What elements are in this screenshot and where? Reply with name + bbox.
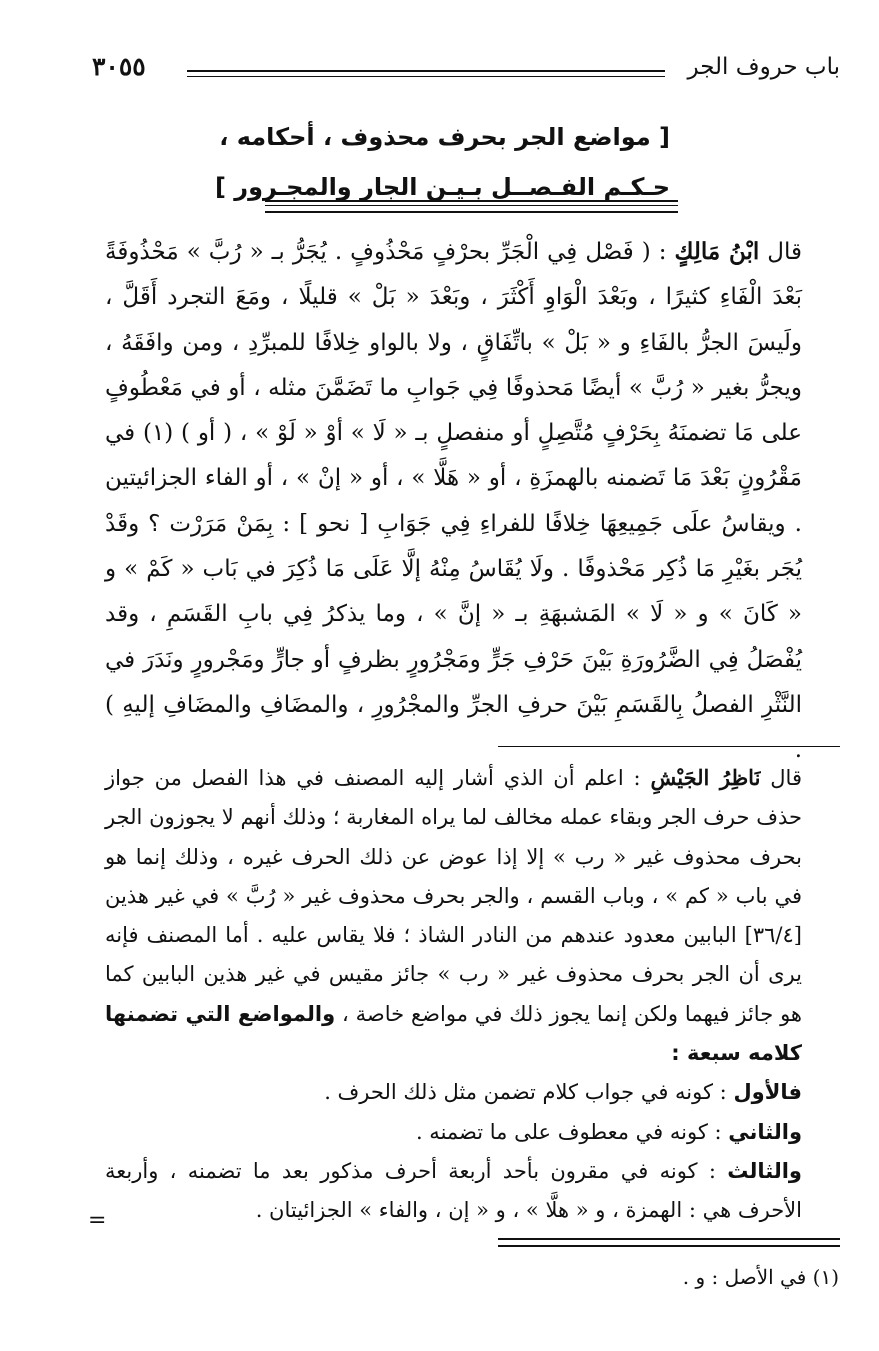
chapter-title: باب حروف الجر [687, 54, 840, 80]
sharh-item [105, 1113, 840, 1152]
matn-body: : ( فَصْل فِي الْجَرِّ بحرْفٍ مَحْذُوفٍ . يُجَرُّ بـ « رُبَّ » مَحْذُوفَةً بَعْدَ الْفَاءِ كثيرًا ، وبَعْدَ الْوَاوِ أَكْثَرَ ، وبَعْدَ « بَلْ » قليلًا ، ومَعَ التجرد أَقَلَّ ، ولَيسَ الجرُّ بالفَاءِ و « بَلْ » باتِّفَاقٍ ، ولا بالواو خِلافًا للمبرِّدِ ، ومن وافَقَهُ ، ويجرُّ بغير « رُبَّ » أيضًا مَحذوفًا فِي جَوابِ ما تَضَمَّنَ مثله ، أو في مَعْطُوفٍ على مَا تضمنَهُ بِحَرْفٍ مُتَّصِلٍ أو منفصلٍ بـ « لَا » أوْ « لَوْ » ، ( أو ) (١) في مَقْرُونٍ بَعْدَ مَا تَضمنه بالهمزَةِ ، أو « هَلَّا » ، أو « إنْ » ، أو الفاء الجزائيتين . ويقاسُ علَى جَمِيعِهَا خِلافًا للفراءِ فِي جَوَابِ [ نحو ] : بِمَنْ مَرَرْت ؟ وقَدْ يُجَر بغَيْرِ مَا ذُكِر مَحْذوفًا . ولَا يُقَاسُ مِنْهُ إلَّا عَلَى مَا ذُكِرَ في بَاب « كَمْ » و « كَانَ » و « لَا » المَشبهَةِ بـ « إنَّ » ، وما يذكرُ فِي بابِ القَسَمِ ، وقد يُفْصَلُ فِي الضَّرُورَةِ بَيْنَ حَرْفِ جَرٍّ ومَجْرُورٍ بظرفٍ أو جارٍّ ومَجْرورٍ ونَدَرَ في النَّثْرِ الفصلُ بِالقَسَمِ بَيْنَ حرفِ الجرِّ والمجْرُورِ ، والمضَافِ والمضَافِ إليهِ ) . [105, 239, 803, 764]
heading-line-2: حـكـم الفـصــل بـيـن الجار والمجـرور ] [214, 173, 670, 201]
item-label: والثاني [728, 1119, 802, 1144]
sharh-text [105, 758, 840, 1231]
sharh-body-bold: والمواضع التي تضمنها كلامه سبعة : [105, 1001, 802, 1066]
matn-paragraph [105, 229, 840, 774]
item-label: والثالث [727, 1158, 802, 1183]
item-label: فالأول [733, 1080, 802, 1105]
matn-intro: قال [767, 239, 802, 265]
page-number: ٣٠٥٥ [92, 52, 146, 81]
continuation-mark: = [88, 1208, 107, 1233]
matn-author: ابْنُ مَالِكٍ [674, 238, 760, 265]
matn-text [105, 229, 840, 774]
heading-line-1: [ مواضع الجر بحرف محذوف ، أحكامه ، [219, 123, 670, 151]
sharh-item [105, 1073, 840, 1112]
sharh-intro: قال [770, 766, 802, 790]
section-heading [214, 112, 670, 212]
header-rule [187, 70, 665, 77]
footnote-rule [498, 1238, 840, 1247]
sharh-item [105, 1152, 840, 1231]
item-text: : كونه في جواب كلام تضمن مثل ذلك الحرف . [324, 1080, 727, 1105]
item-text: : كونه في مقرون بأحد أربعة أحرف مذكور بعد ما تضمنه ، وأربعة الأحرف هي : الهمزة ، و « هلَّا » ، و « إن ، والفاء » الجزائيتان . [105, 1158, 802, 1223]
sharh-author: نَاظِرُ الجَيْشِ [650, 765, 761, 790]
heading-underline [265, 200, 678, 213]
sharh-body: : اعلم أن الذي أشار إليه المصنف في هذا الفصل من جواز حذف حرف الجر وبقاء عمله مخالف لما يراه المغاربة ؛ وذلك أنهم لا يجوزون الجر بحرف محذوف غير « رب » إلا إذا عوض عن ذلك الحرف غيره ، وذلك إنما هو في باب « كم » ، وباب القسم ، والجر بحرف محذوف غير « رُبَّ » في غير هذين [٣٦/٤] البابين معدود عندهم من النادر الشاذ ؛ فلا يقاس عليه . أما المصنف فإنه يرى أن الجر بحرف محذوف غير « رب » جائز مقيس في غير هذين البابين كما هو جائز فيهما ولكن إنما يجوز ذلك في مواضع خاصة ، [105, 766, 802, 1026]
item-text: : كونه في معطوف على ما تضمنه . [415, 1119, 722, 1144]
running-header [92, 52, 840, 94]
footnote: (١) في الأصل : و . [682, 1265, 839, 1289]
sharh-paragraph [105, 758, 840, 1073]
section-separator [498, 746, 840, 747]
